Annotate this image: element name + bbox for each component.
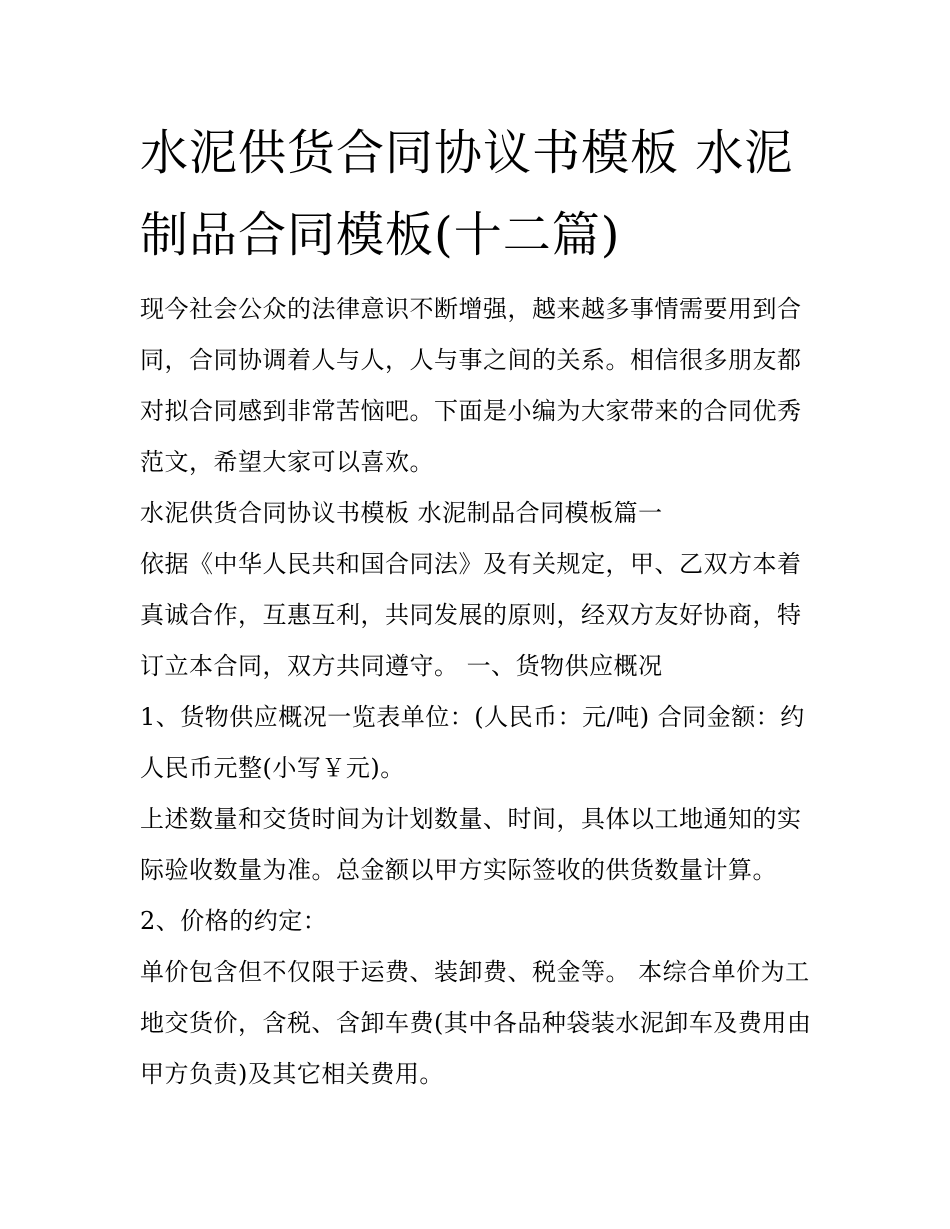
paragraph-item-1: 1、货物供应概况一览表单位：(人民币：元/吨) 合同金额：约人民币元整(小写￥元)。	[140, 703, 805, 782]
paragraph-intro: 现今社会公众的法律意识不断增强，越来越多事情需要用到合同，合同协调着人与人，人与事之间的关系。相信很多朋友都对拟合同感到非常苦恼吧。下面是小编为大家带来的合同优秀范文，希望大家可以喜欢。	[140, 295, 802, 476]
paragraph-quantity-note: 上述数量和交货时间为计划数量、时间，具体以工地通知的实际验收数量为准。总金额以甲方实际签收的供货数量计算。	[140, 805, 802, 884]
paragraph-price-terms: 单价包含但不仅限于运费、装卸费、税金等。 本综合单价为工地交货价，含税、含卸车费(其中各品种袋装水泥卸车及费用由甲方负责)及其它相关费用。	[140, 958, 812, 1088]
paragraph-item-2: 2、价格的约定：	[140, 907, 328, 935]
document-title: 水泥供货合同协议书模板 水泥制品合同模板(十二篇)	[140, 125, 794, 263]
paragraph-preamble: 依据《中华人民共和国合同法》及有关规定，甲、乙双方本着真诚合作，互惠互利，共同发展的原则，经双方友好协商，特订立本合同，双方共同遵守。 一、货物供应概况	[140, 550, 802, 680]
document-body	[140, 284, 815, 1100]
section-heading: 水泥供货合同协议书模板 水泥制品合同模板篇一	[140, 499, 663, 527]
